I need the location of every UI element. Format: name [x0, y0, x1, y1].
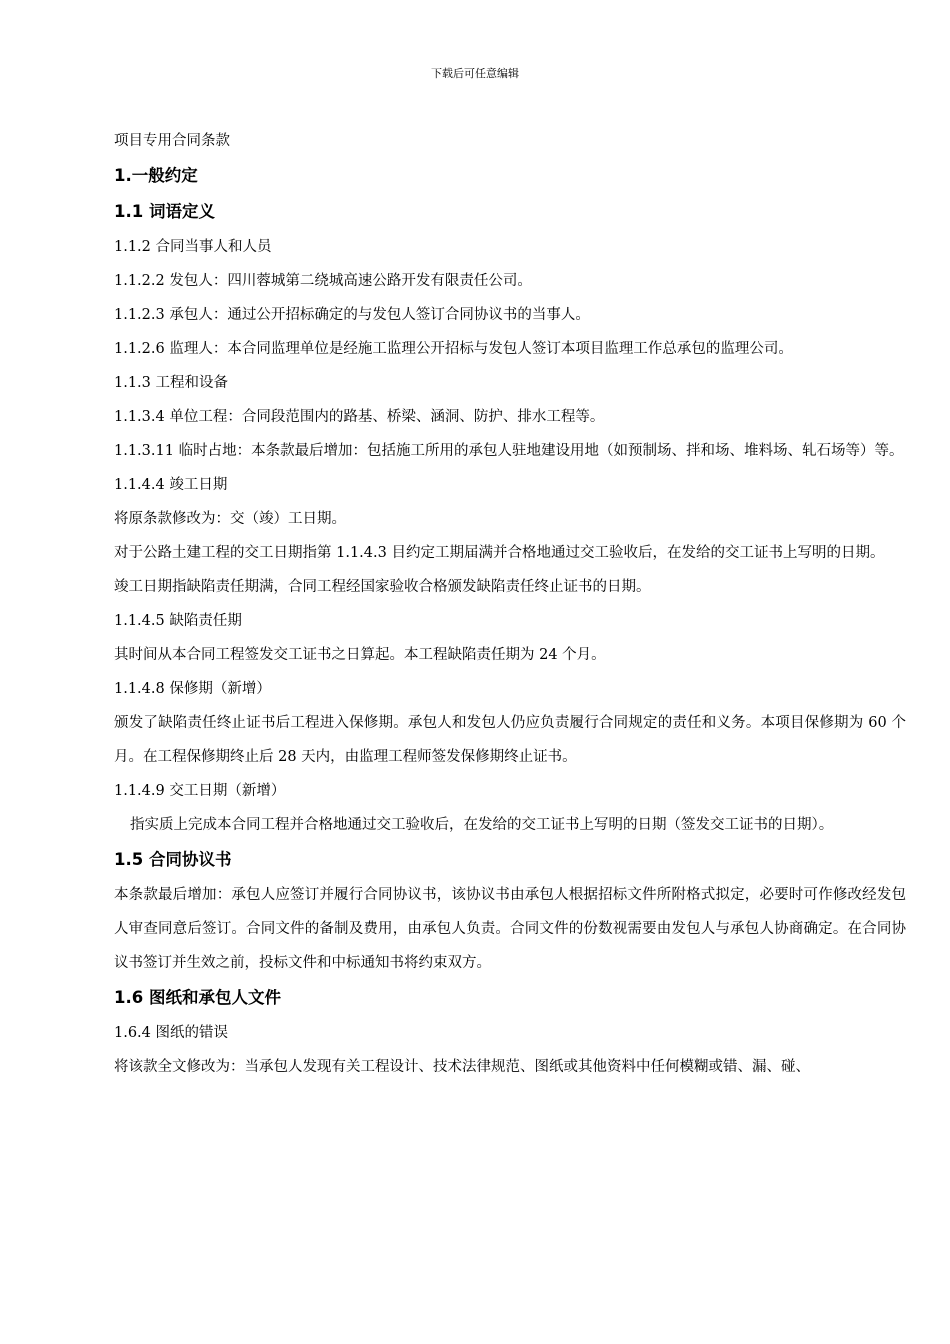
clause-heading: 1.1.4.5 缺陷责任期 [114, 613, 242, 629]
clause-text: 1.1.2.3 承包人：通过公开招标确定的与发包人签订合同协议书的当事人。 [114, 307, 590, 323]
clause-heading: 1.1.2 合同当事人和人员 [114, 239, 272, 255]
clause-text: 竣工日期指缺陷责任期满，合同工程经国家验收合格颁发缺陷责任终止证书的日期。 [114, 579, 651, 595]
clause-text: 1.1.2.2 发包人：四川蓉城第二绕城高速公路开发有限责任公司。 [114, 273, 532, 289]
clause-text: 本条款最后增加：承包人应签订并履行合同协议书，该协议书由承包人根据招标文件所附格式拟定，必要时可作修改经发包人审查同意后签订。合同文件的备制及费用，由承包人负责。合同文件的份数视需要由发包人与承包人协商确定。在合同协议书签订并生效之前，投标文件和中标通知书将约束双方。 [114, 887, 906, 971]
clause-heading: 1.1.4.8 保修期（新增） [114, 681, 271, 697]
clause-text: 1.1.3.4 单位工程：合同段范围内的路基、桥梁、涵洞、防护、排水工程等。 [114, 409, 605, 425]
header-note: 下载后可任意编辑 [431, 67, 519, 80]
clause-text: 颁发了缺陷责任终止证书后工程进入保修期。承包人和发包人仍应负责履行合同规定的责任和义务。本项目保修期为 60 个月。在工程保修期终止后 28 天内，由监理工程师签发保修期终止证书。 [114, 715, 906, 765]
clause-text: 指实质上完成本合同工程并合格地通过交工验收后，在发给的交工证书上写明的日期（签发交工证书的日期）。 [130, 817, 834, 833]
section-heading: 1.5 合同协议书 [114, 850, 232, 869]
clause-heading: 1.6.4 图纸的错误 [114, 1025, 229, 1041]
document-title: 项目专用合同条款 [114, 133, 230, 149]
clause-heading: 1.1.3 工程和设备 [114, 375, 229, 391]
clause-text: 1.1.2.6 监理人：本合同监理单位是经施工监理公开招标与发包人签订本项目监理工作总承包的监理公司。 [114, 341, 793, 357]
clause-heading: 1.1.4.4 竣工日期 [114, 477, 228, 493]
section-heading: 1.一般约定 [114, 166, 198, 185]
document-body [114, 124, 906, 1084]
clause-text: 将原条款修改为：交（竣）工日期。 [114, 511, 346, 527]
section-heading: 1.6 图纸和承包人文件 [114, 988, 281, 1007]
clause-text: 对于公路土建工程的交工日期指第 1.1.4.3 目约定工期届满并合格地通过交工验收后，在发给的交工证书上写明的日期。 [114, 545, 885, 561]
clause-text: 其时间从本合同工程签发交工证书之日算起。本工程缺陷责任期为 24 个月。 [114, 647, 606, 663]
clause-heading: 1.1.4.9 交工日期（新增） [114, 783, 286, 799]
section-heading: 1.1 词语定义 [114, 202, 215, 221]
clause-text: 将该款全文修改为：当承包人发现有关工程设计、技术法律规范、图纸或其他资料中任何模糊或错、漏、碰、 [114, 1059, 810, 1075]
clause-text: 1.1.3.11 临时占地：本条款最后增加：包括施工所用的承包人驻地建设用地（如预制场、拌和场、堆料场、轧石场等）等。 [114, 443, 904, 459]
